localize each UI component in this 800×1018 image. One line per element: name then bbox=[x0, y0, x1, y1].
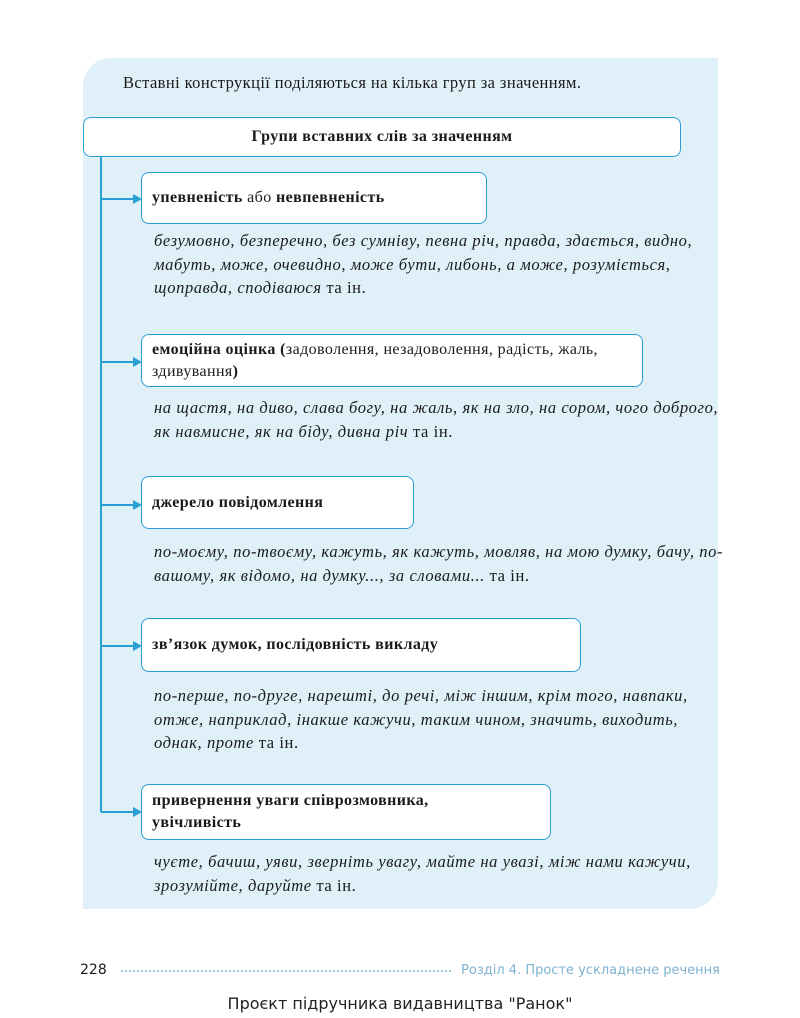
group-examples-sequence: по-перше, по-друге, нарешті, до речі, між іншим, крім того, навпаки, отже, наприклад, інакше кажучи, таким чином, значить, виходить, однак, проте та ін. bbox=[154, 686, 688, 752]
group-examples-source: по-моєму, по-твоєму, кажуть, як кажуть, мовляв, на мою думку, бачу, по-вашому, як відомо, на думку..., за словами... та ін. bbox=[154, 542, 724, 585]
main-heading-box bbox=[83, 117, 681, 157]
branch-line bbox=[101, 198, 135, 200]
group-examples-emotion: на щастя, на диво, слава богу, на жаль, як на зло, на сором, чого доброго, як навмисне, як на біду, дивна річ та ін. bbox=[154, 398, 719, 441]
main-heading: Групи вставних слів за значенням bbox=[251, 128, 513, 145]
intro-paragraph: Вставні конструкції поділяються на кілька груп за значенням. bbox=[123, 73, 582, 92]
tree-trunk-line bbox=[100, 157, 102, 812]
group-examples-attention: чуєте, бачиш, уяви, зверніть увагу, майте на увазі, між нами кажучи, зрозумійте, даруйте та ін. bbox=[154, 852, 691, 895]
group-title: упевненість або невпевненість bbox=[152, 189, 385, 206]
group-title: джерело повідомлення bbox=[152, 493, 324, 511]
branch-line bbox=[101, 504, 135, 506]
chapter-title: Розділ 4. Просте ускладнене речення bbox=[461, 962, 720, 978]
group-title: привернення уваги співрозмовника, увічливість bbox=[152, 792, 429, 831]
branch-line bbox=[101, 361, 135, 363]
group-box-sequence bbox=[141, 618, 581, 672]
footer-dotted-leader bbox=[121, 970, 451, 972]
branch-line bbox=[101, 645, 135, 647]
group-box-emotion bbox=[141, 334, 643, 387]
group-title: зв’язок думок, послідовність викладу bbox=[152, 636, 439, 653]
page-number: 228 bbox=[80, 962, 107, 978]
group-box-source bbox=[141, 476, 414, 529]
page-footer bbox=[80, 960, 720, 980]
branch-line bbox=[101, 811, 135, 813]
group-examples-certainty: безумовно, безперечно, без сумніву, певна річ, правда, здається, видно, мабуть, може, очевидно, може бути, либонь, а може, розуміється, щоправда, сподіваюся та ін. bbox=[154, 231, 693, 297]
group-box-certainty bbox=[141, 172, 487, 224]
group-title: емоційна оцінка (задоволення, незадоволення, радість, жаль, здивування) bbox=[152, 340, 598, 380]
project-note: Проєкт підручника видавництва "Ранок" bbox=[227, 994, 573, 1013]
group-box-attention bbox=[141, 784, 551, 840]
